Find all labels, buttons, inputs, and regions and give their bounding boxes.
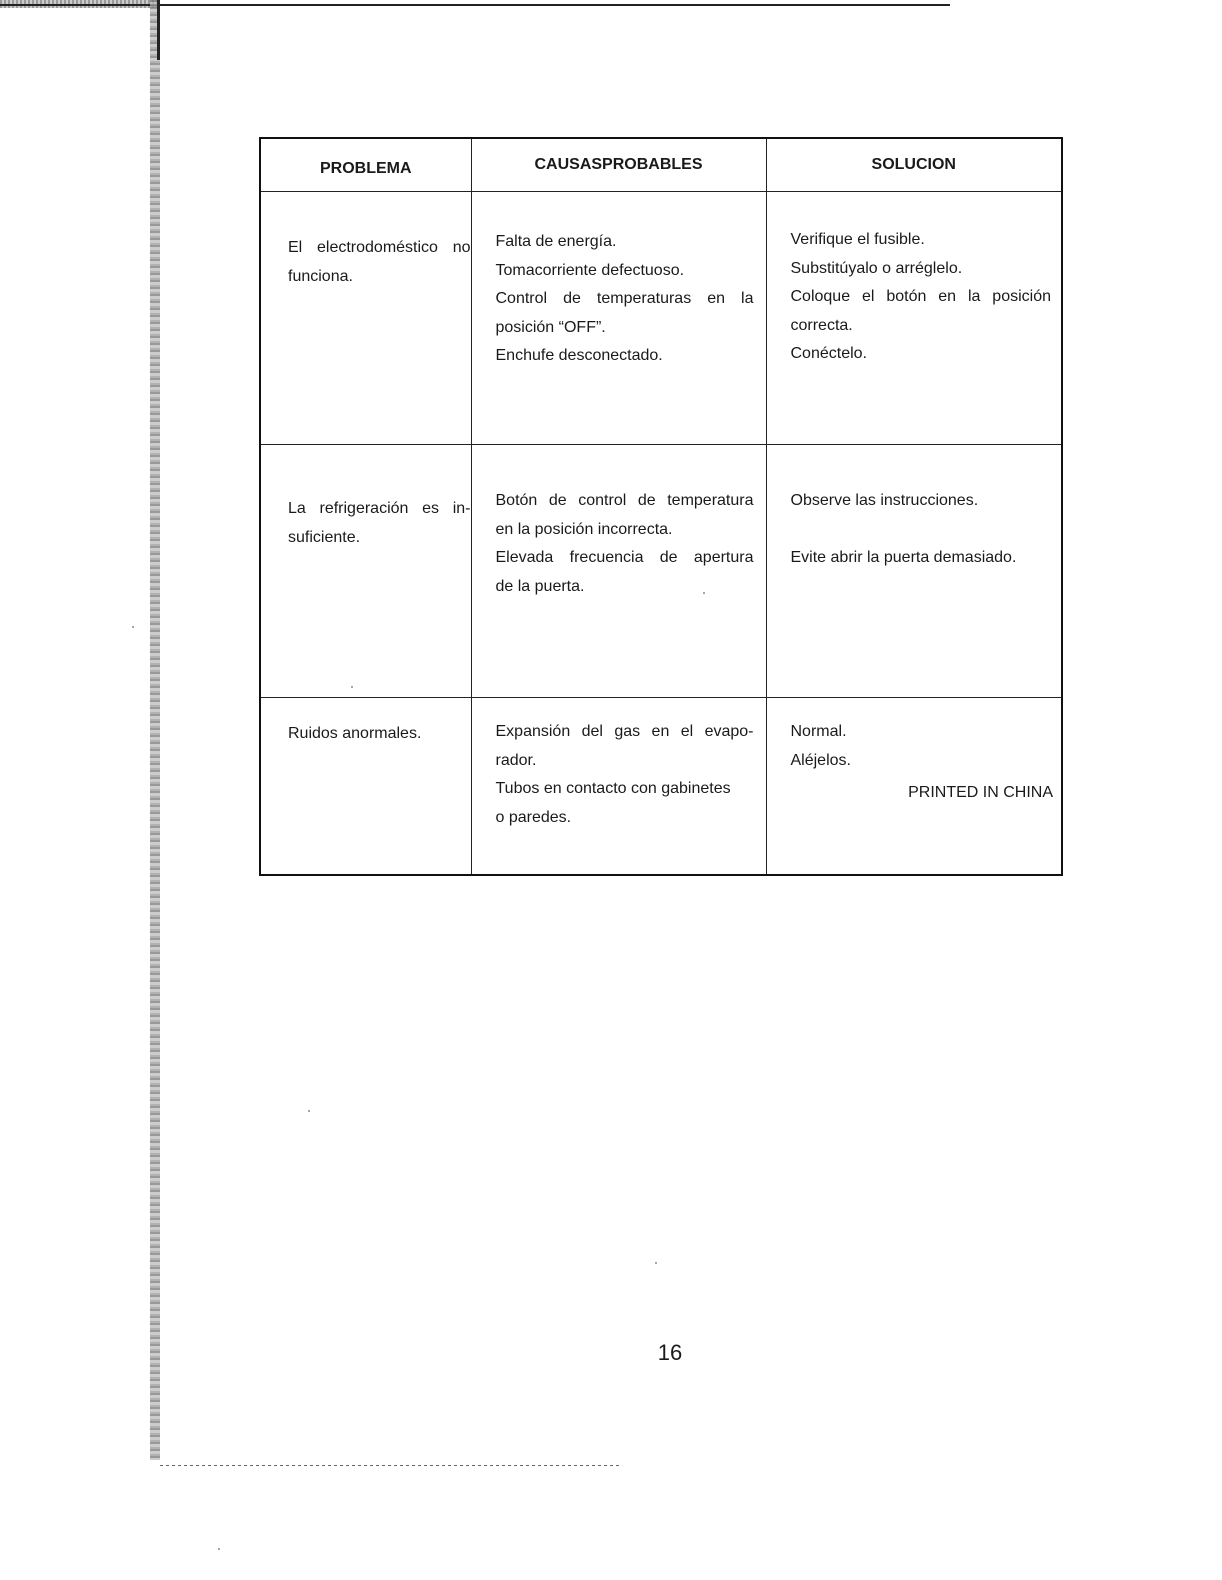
cell-line: rador. bbox=[495, 751, 537, 769]
cell-line: Tubos en contacto con gabinetes bbox=[495, 780, 731, 797]
table-cell-causes bbox=[471, 445, 766, 698]
cell-line: Observe las instrucciones. bbox=[790, 492, 979, 509]
scan-speck bbox=[308, 1110, 310, 1112]
table-cell-solutions bbox=[766, 192, 1062, 445]
cell-line: o paredes. bbox=[495, 808, 572, 826]
table-cell-causes bbox=[471, 698, 766, 876]
cell-line: correcta. bbox=[790, 316, 853, 334]
table-cell-problem bbox=[260, 192, 471, 445]
cell-line: Substitúyalo o arréglelo. bbox=[790, 259, 963, 277]
table-header-row bbox=[260, 138, 1062, 192]
cell-line: Enchufe desconectado. bbox=[495, 347, 663, 364]
cell-line: funciona. bbox=[288, 267, 353, 285]
cell-line: suficiente. bbox=[288, 528, 361, 546]
scan-border-top bbox=[0, 4, 950, 6]
cell-line: Control de temperaturas en la bbox=[495, 290, 754, 307]
cell-line: Normal. bbox=[790, 723, 847, 740]
cell-line: Verifique el fusible. bbox=[790, 231, 925, 248]
cell-line: Elevada frecuencia de apertura bbox=[495, 549, 754, 566]
scan-border-bottom bbox=[160, 1465, 620, 1466]
cell-line: Ruidos anormales. bbox=[288, 725, 422, 742]
cell-line: Coloque el botón en la posición bbox=[790, 288, 1051, 305]
scan-speck bbox=[132, 626, 134, 628]
table-cell-problem bbox=[260, 698, 471, 876]
table-cell-causes bbox=[471, 192, 766, 445]
cell-line: Botón de control de temperatura bbox=[495, 492, 754, 509]
cell-line: en la posición incorrecta. bbox=[495, 520, 673, 538]
table-row bbox=[260, 445, 1062, 698]
cell-line: Tomacorriente defectuoso. bbox=[495, 261, 685, 279]
scan-speck bbox=[655, 1262, 657, 1264]
cell-line: El electrodoméstico no bbox=[288, 239, 471, 256]
cell-line: Aléjelos. bbox=[790, 751, 851, 769]
scan-edge-left-dark bbox=[157, 0, 160, 60]
troubleshooting-table bbox=[259, 137, 1063, 876]
header-causas-probables: CAUSASPROBABLES bbox=[471, 138, 766, 192]
header-problema: PROBLEMA bbox=[260, 138, 471, 192]
cell-spacer bbox=[791, 516, 1052, 545]
cell-line: La refrigeración es in- bbox=[288, 500, 471, 517]
cell-line: Expansión del gas en el evapo- bbox=[495, 723, 754, 740]
cell-line: Conéctelo. bbox=[790, 345, 867, 362]
table-cell-problem bbox=[260, 445, 471, 698]
scan-edge-left bbox=[150, 0, 160, 1460]
table-cell-solutions bbox=[766, 445, 1062, 698]
printed-in-label: PRINTED IN CHINA bbox=[908, 784, 1053, 801]
scan-speck bbox=[218, 1548, 220, 1550]
table-row bbox=[260, 192, 1062, 445]
cell-line: Falta de energía. bbox=[495, 233, 617, 250]
header-solucion: SOLUCION bbox=[766, 138, 1062, 192]
cell-line: posición “OFF”. bbox=[495, 318, 606, 336]
cell-line: Evite abrir la puerta demasiado. bbox=[790, 549, 1017, 566]
page-number: 16 bbox=[657, 1340, 683, 1365]
cell-line: de la puerta. bbox=[495, 577, 585, 595]
